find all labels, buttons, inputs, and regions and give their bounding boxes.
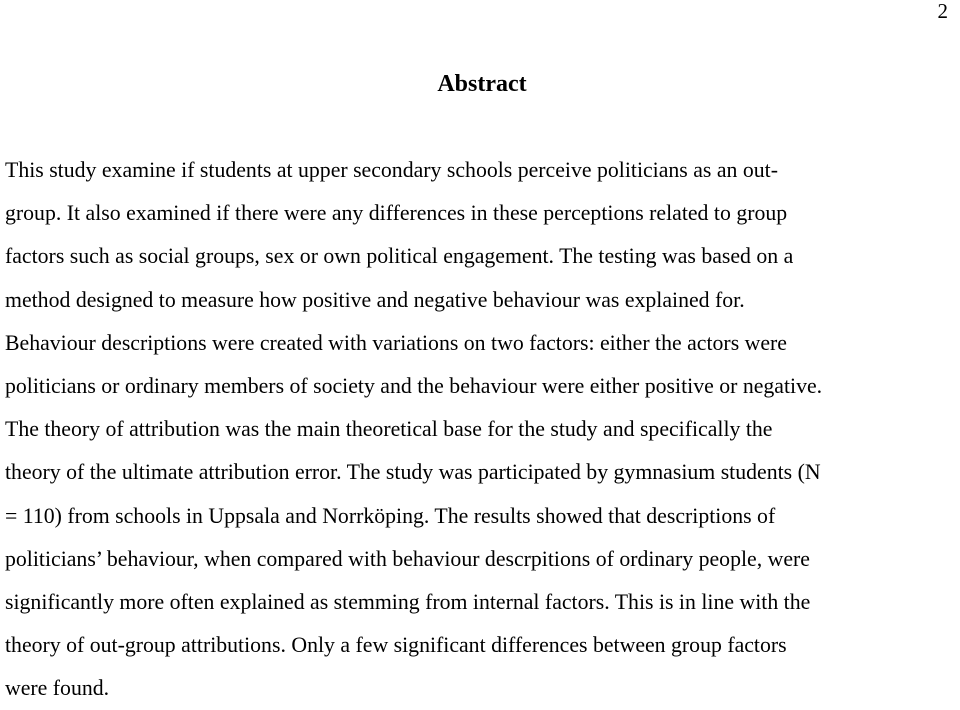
abstract-line: factors such as social groups, sex or own political engagement. The testing was based on a [5, 244, 794, 269]
abstract-line: politicians’ behaviour, when compared with behaviour descrpitions of ordinary people, were [5, 546, 810, 571]
abstract-line: Behaviour descriptions were created with variations on two factors: either the actors were [5, 330, 787, 355]
abstract-line: The theory of attribution was the main theoretical base for the study and specifically the [5, 417, 773, 442]
abstract-body [5, 149, 945, 710]
page-number: 2 [937, 0, 948, 23]
page-title: Abstract [437, 71, 527, 97]
abstract-line: theory of out-group attributions. Only a few significant differences between group factors [5, 633, 787, 658]
abstract-line: significantly more often explained as stemming from internal factors. This is in line with the [5, 589, 811, 614]
abstract-line: politicians or ordinary members of society and the behaviour were either positive or negative. [5, 373, 823, 398]
abstract-line: theory of the ultimate attribution error. The study was participated by gymnasium students (N [5, 460, 821, 485]
abstract-line: = 110) from schools in Uppsala and Norrköping. The results showed that descriptions of [5, 503, 776, 528]
abstract-line: This study examine if students at upper secondary schools perceive politicians as an out- [5, 158, 778, 182]
abstract-line: method designed to measure how positive and negative behaviour was explained for. [5, 287, 745, 312]
abstract-line: were found. [5, 676, 110, 701]
abstract-line: group. It also examined if there were any differences in these perceptions related to group [5, 201, 788, 226]
